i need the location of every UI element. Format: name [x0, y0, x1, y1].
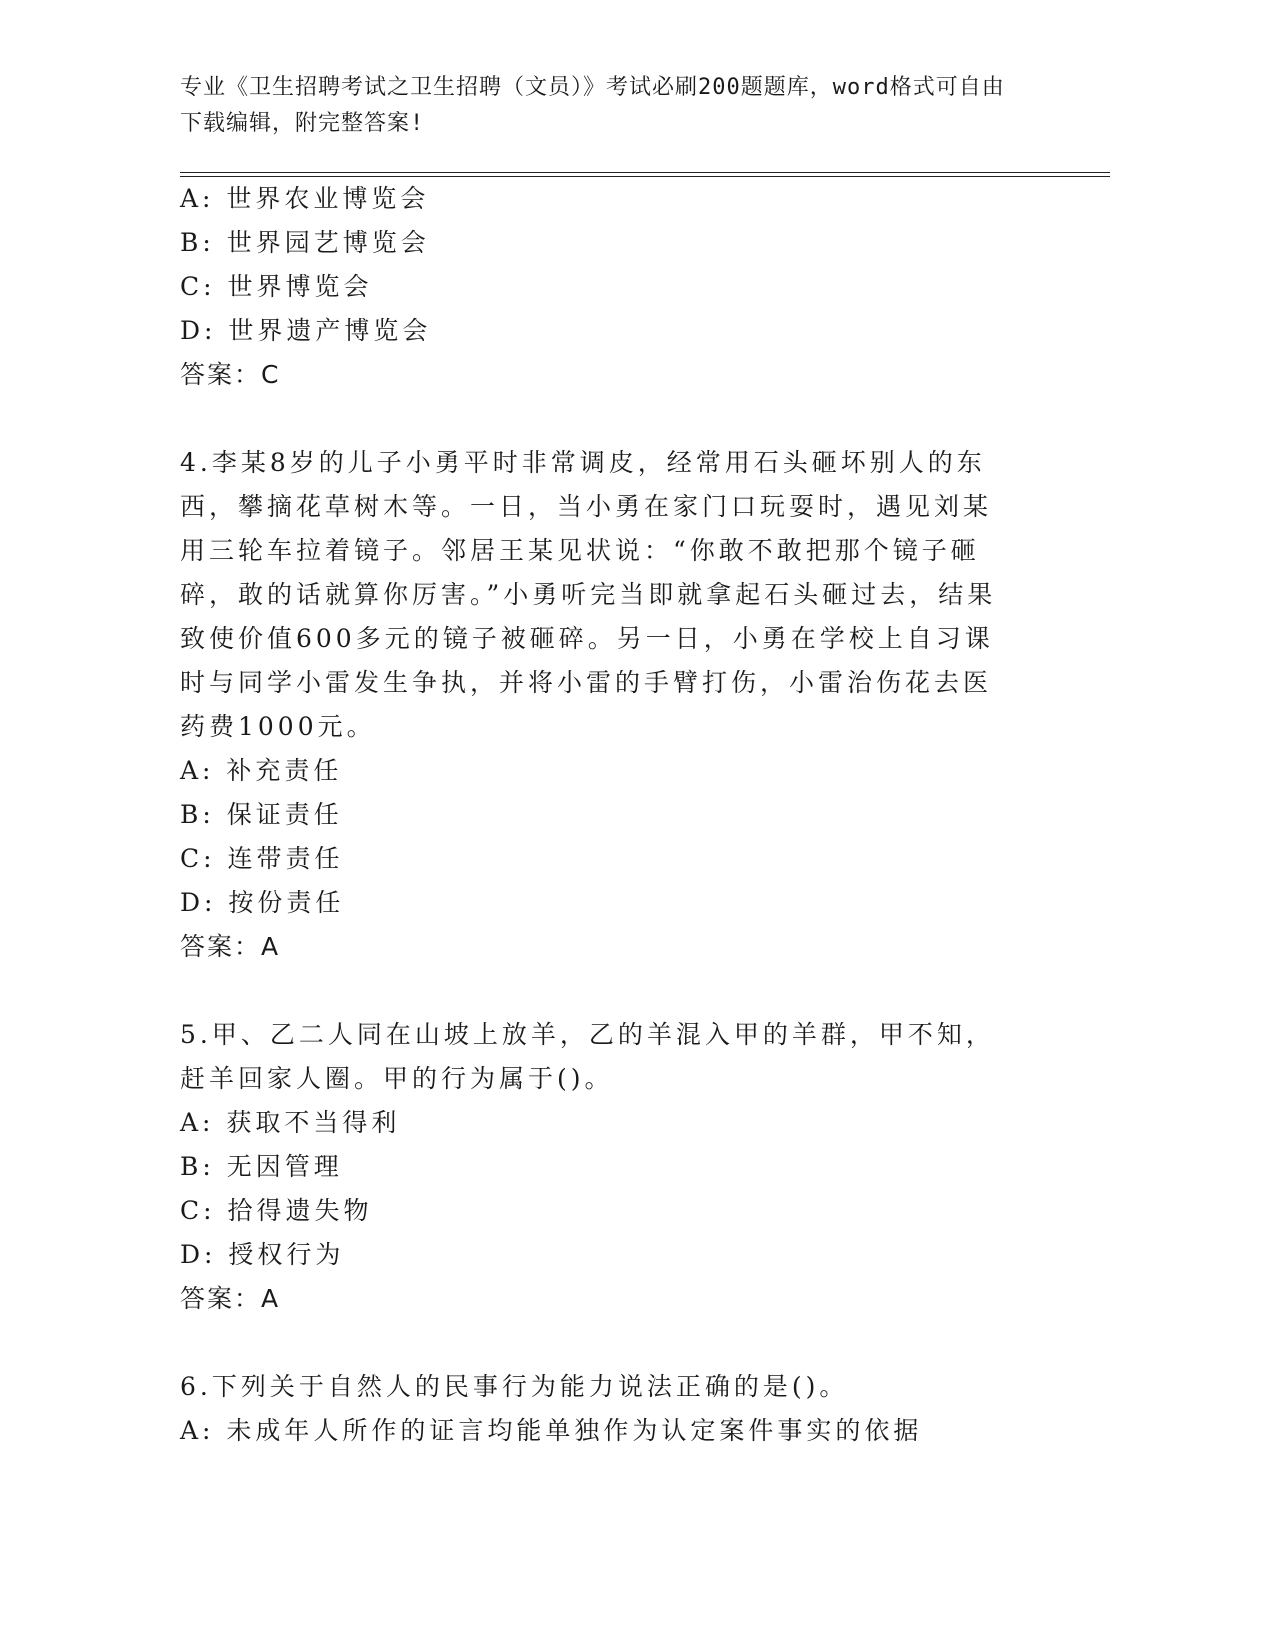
document-page	[180, 70, 1110, 1453]
q4-option-b: B: 保证责任	[180, 800, 343, 829]
q5-option-a: A: 获取不当得利	[180, 1108, 401, 1137]
q4-option-d: D: 按份责任	[180, 888, 345, 917]
question-4-block	[180, 441, 1110, 969]
q6-option-a: A: 未成年人所作的证言均能单独作为认定案件事实的依据	[180, 1416, 923, 1445]
q6-stem: 6.下列关于自然人的民事行为能力说法正确的是()。	[180, 1372, 849, 1401]
question-6-block	[180, 1365, 1110, 1453]
q3-option-a: A: 世界农业博览会	[180, 184, 430, 213]
q3-option-b: B: 世界园艺博览会	[180, 228, 430, 257]
q4-option-c: C: 连带责任	[180, 844, 344, 873]
q3-answer: 答案：C	[180, 360, 281, 389]
q3-option-c: C: 世界博览会	[180, 272, 373, 301]
q5-option-c: C: 拾得遗失物	[180, 1196, 373, 1225]
q4-answer: 答案：A	[180, 932, 281, 961]
q5-stem: 5.甲、乙二人同在山坡上放羊，乙的羊混入甲的羊群，甲不知，赶羊回家人圈。甲的行为属于()。	[180, 1020, 995, 1093]
q4-option-a: A: 补充责任	[180, 756, 343, 785]
q5-option-d: D: 授权行为	[180, 1240, 345, 1269]
document-header: 专业《卫生招聘考试之卫生招聘（文员）》考试必刷200题题库，word格式可自由下载编辑，附完整答案!	[180, 75, 1005, 136]
q3-option-d: D: 世界遗产博览会	[180, 316, 432, 345]
question-3-block	[180, 177, 1110, 397]
q5-option-b: B: 无因管理	[180, 1152, 343, 1181]
question-5-block	[180, 1013, 1110, 1321]
q5-answer: 答案：A	[180, 1284, 281, 1313]
q4-stem: 4.李某8岁的儿子小勇平时非常调皮，经常用石头砸坏别人的东西，攀摘花草树木等。一日，当小勇在家门口玩耍时，遇见刘某用三轮车拉着镜子。邻居王某见状说：“你敢不敢把那个镜子砸碎，敢的话就算你厉害。”小勇听完当即就拿起石头砸过去，结果致使价值600多元的镜子被砸碎。另一日，小勇在学校上自习课时与同学小雷发生争执，并将小雷的手臂打伤，小雷治伤花去医药费1000元。	[180, 448, 997, 741]
